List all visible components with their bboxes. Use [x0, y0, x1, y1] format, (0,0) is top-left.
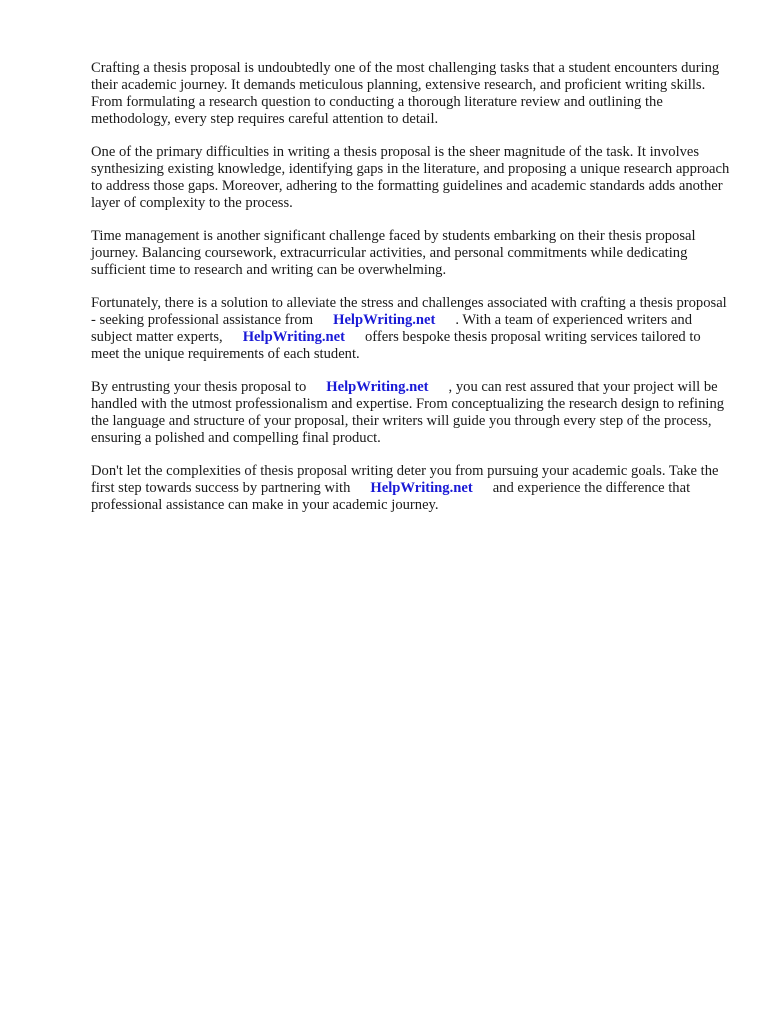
- paragraph-text: and experience the difference that professional assistance can make in your academic journey.: [91, 480, 691, 513]
- paragraph-solution: [91, 295, 731, 363]
- document-page: [91, 60, 731, 530]
- paragraph-text: , you can rest assured that your project will be handled with the utmost professionalism and expertise. From conceptualizing the research design to refining the language and structure of your proposal, their writers will guide you through every step of the process, ensuring a polished and compelling final product.: [91, 379, 725, 446]
- paragraph-entrusting: [91, 379, 731, 447]
- paragraph-closing: [91, 463, 731, 514]
- paragraph-text: One of the primary difficulties in writing a thesis proposal is the sheer magnitude of the task. It involves synthesizing existing knowledge, identifying gaps in the literature, and proposing a unique research approach to address those gaps. Moreover, adhering to the formatting guidelines and academic standards adds another layer of complexity to the process.: [91, 144, 730, 211]
- helpwriting-link[interactable]: HelpWriting.net: [326, 379, 429, 395]
- paragraph-text: Don't let the complexities of thesis proposal writing deter you from pursuing your academic goals. Take the first step towards success by partnering with: [91, 463, 719, 496]
- helpwriting-link[interactable]: HelpWriting.net: [370, 480, 473, 496]
- paragraph-text: By entrusting your thesis proposal to: [91, 379, 307, 395]
- paragraph-text: offers bespoke thesis proposal writing services tailored to meet the unique requirements of each student.: [91, 329, 701, 362]
- paragraph-intro: [91, 60, 731, 128]
- paragraph-text: . With a team of experienced writers and subject matter experts,: [91, 312, 692, 345]
- helpwriting-link[interactable]: HelpWriting.net: [333, 312, 436, 328]
- paragraph-time-management: [91, 228, 731, 279]
- paragraph-text: Time management is another significant challenge faced by students embarking on their thesis proposal journey. Balancing coursework, extracurricular activities, and personal commitments while dedicating sufficient time to research and writing can be overwhelming.: [91, 228, 696, 278]
- paragraph-difficulties: [91, 144, 731, 212]
- helpwriting-link[interactable]: HelpWriting.net: [242, 329, 345, 345]
- paragraph-text: Crafting a thesis proposal is undoubtedly one of the most challenging tasks that a student encounters during their academic journey. It demands meticulous planning, extensive research, and proficient writing skills. From formulating a research question to conducting a thorough literature review and outlining the methodology, every step requires careful attention to detail.: [91, 60, 720, 127]
- paragraph-text: Fortunately, there is a solution to alleviate the stress and challenges associated with crafting a thesis proposal - seeking professional assistance from: [91, 295, 727, 328]
